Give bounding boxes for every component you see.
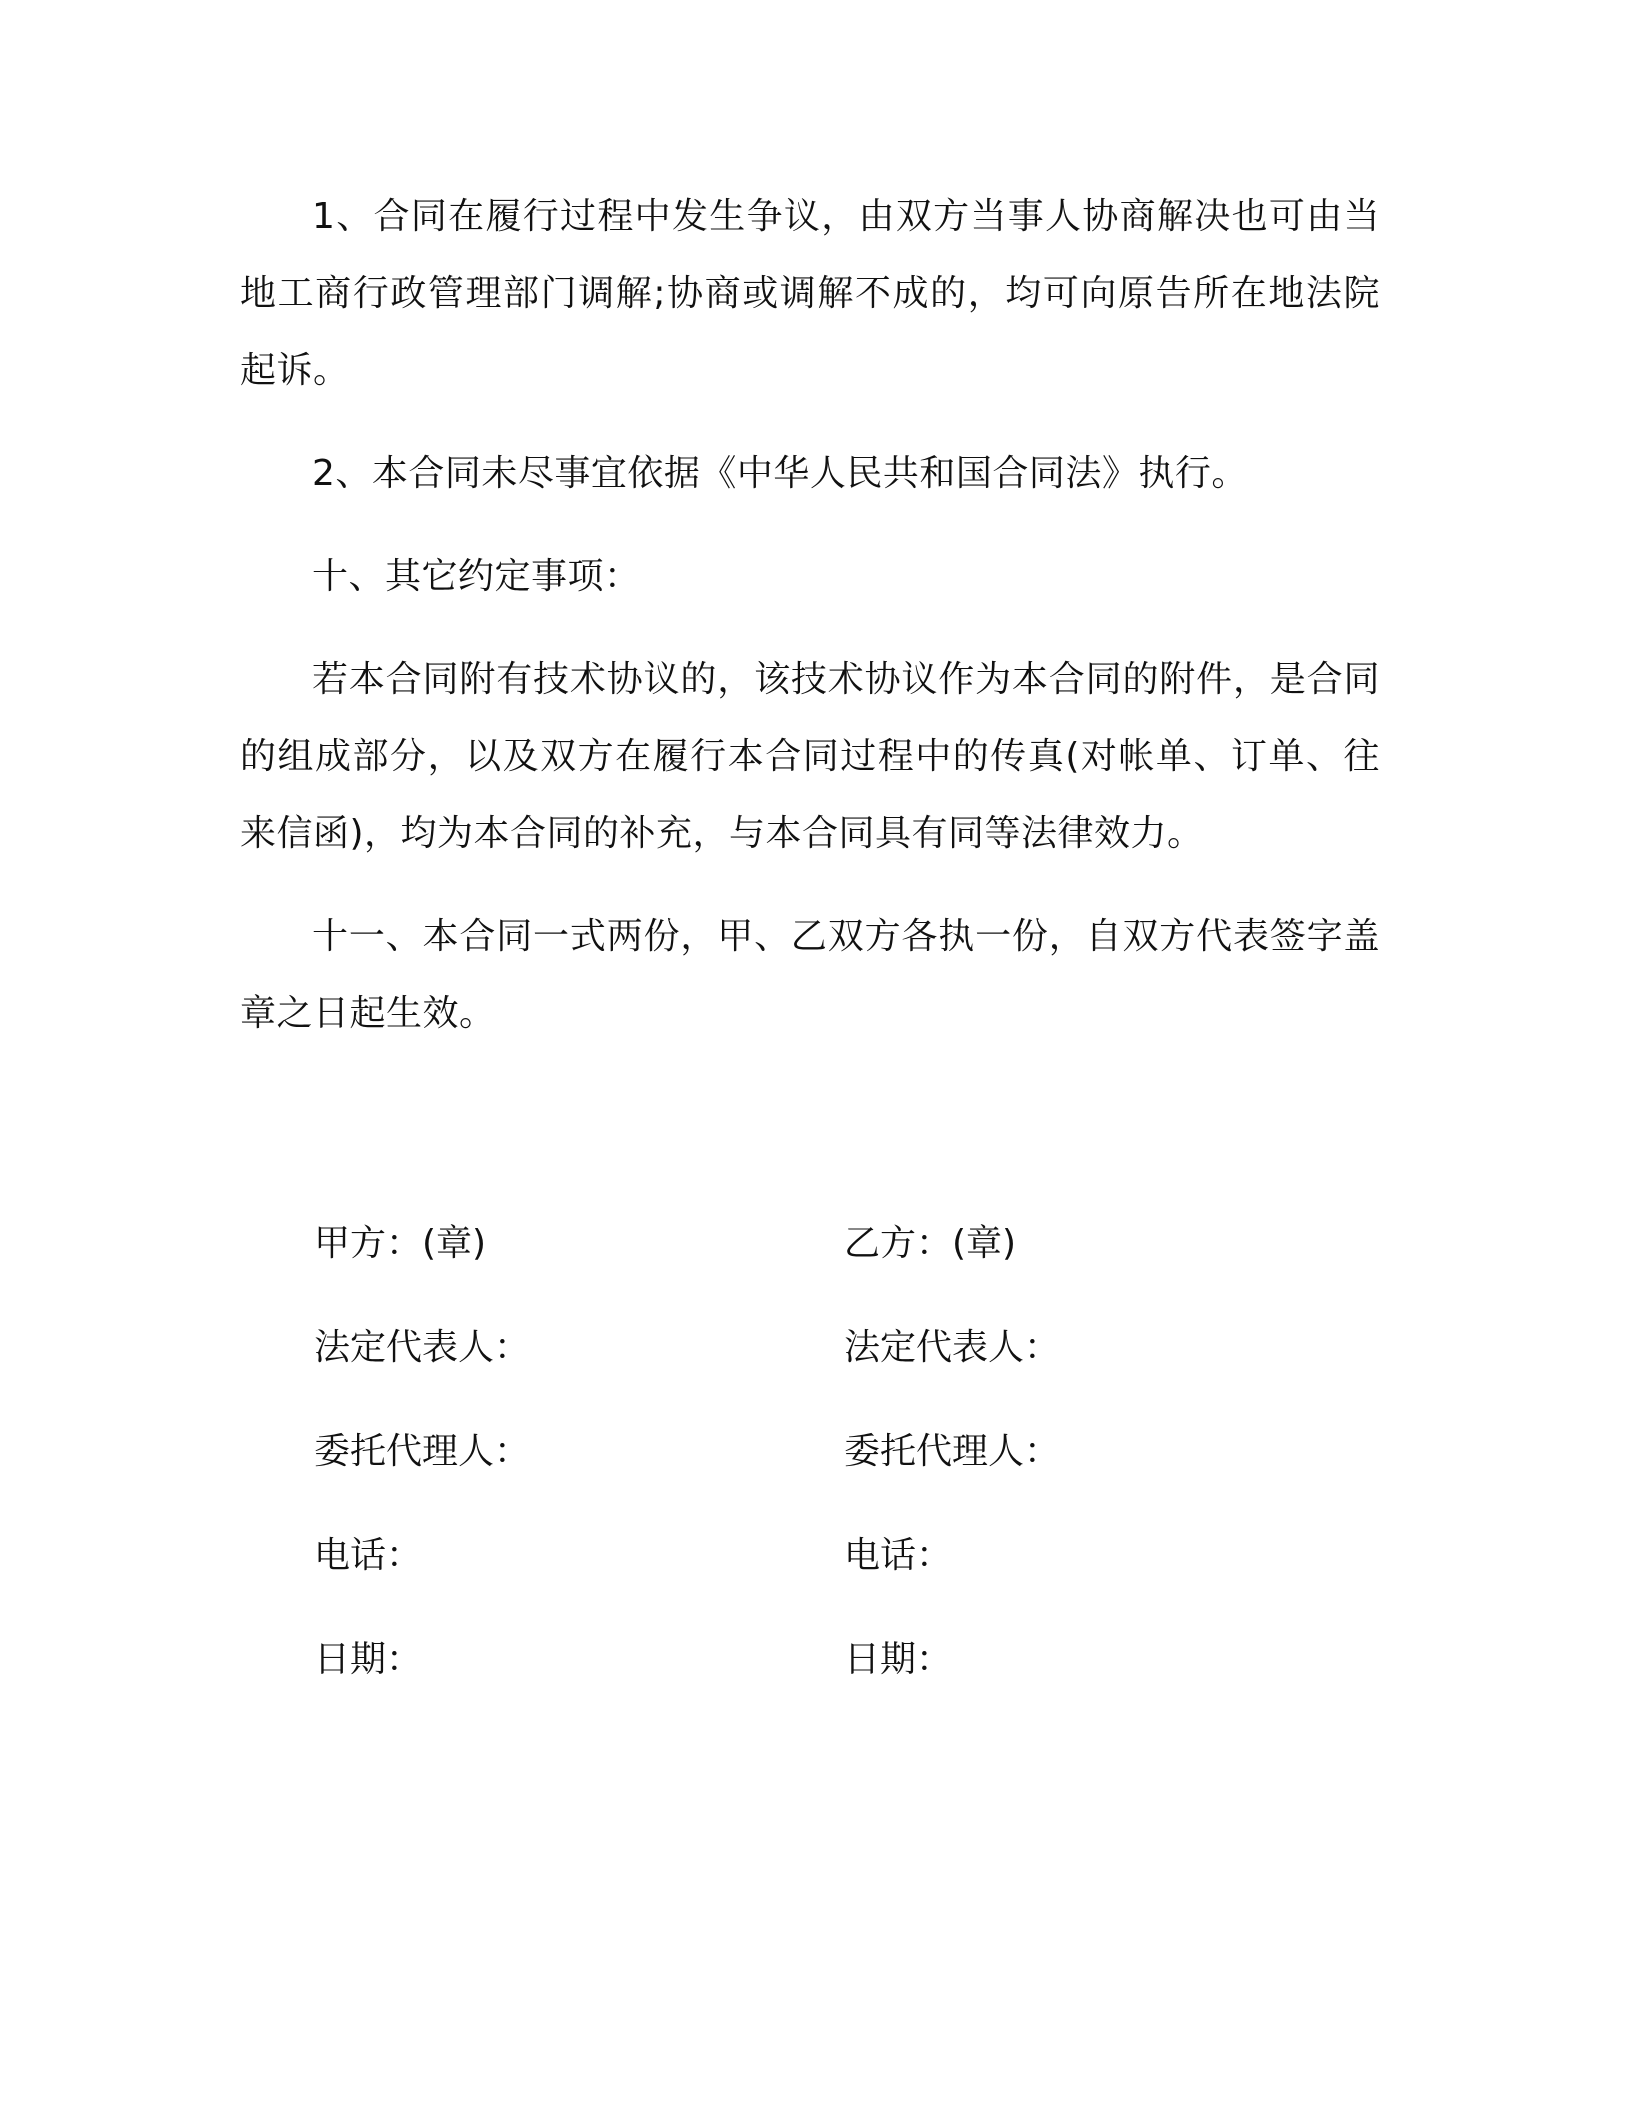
section-heading-other-matters: 十、其它约定事项：: [312, 556, 641, 597]
signature-row-agent: [314, 1396, 1414, 1500]
party-b-legal-rep: 法定代表人：: [844, 1326, 1061, 1368]
clause-dispute-resolution: 1、合同在履行过程中发生争议，由双方当事人协商解决也可由当地工商行政管理部门调解;协商或调解不成的，均可向原告所在地法院起诉。: [240, 196, 1380, 391]
clause-technical-agreement: 若本合同附有技术协议的，该技术协议作为本合同的附件，是合同的组成部分，以及双方在履行本合同过程中的传真(对帐单、订单、往来信函)，均为本合同的补充，与本合同具有同等法律效力。: [240, 659, 1380, 854]
party-a-phone: 电话：: [314, 1534, 423, 1576]
clause-unresolved-matters: 2、本合同未尽事宜依据《中华人民共和国合同法》执行。: [312, 453, 1248, 494]
signature-row-date: [314, 1604, 1414, 1708]
party-b-phone: 电话：: [844, 1534, 953, 1576]
signature-row-legal-rep: [314, 1292, 1414, 1396]
party-a-date: 日期：: [314, 1638, 423, 1680]
signature-block: [314, 1188, 1414, 1708]
party-b-date: 日期：: [844, 1638, 953, 1680]
contract-body: [240, 178, 1380, 1078]
signature-row-seal: [314, 1188, 1414, 1292]
signature-row-phone: [314, 1500, 1414, 1604]
clause-copies-effectiveness: 十一、本合同一式两份，甲、乙双方各执一份，自双方代表签字盖章之日起生效。: [240, 916, 1380, 1034]
party-a-agent: 委托代理人：: [314, 1430, 531, 1472]
party-a-seal: 甲方：(章): [314, 1222, 487, 1264]
party-b-agent: 委托代理人：: [844, 1430, 1061, 1472]
party-a-legal-rep: 法定代表人：: [314, 1326, 531, 1368]
party-b-seal: 乙方：(章): [844, 1222, 1017, 1264]
